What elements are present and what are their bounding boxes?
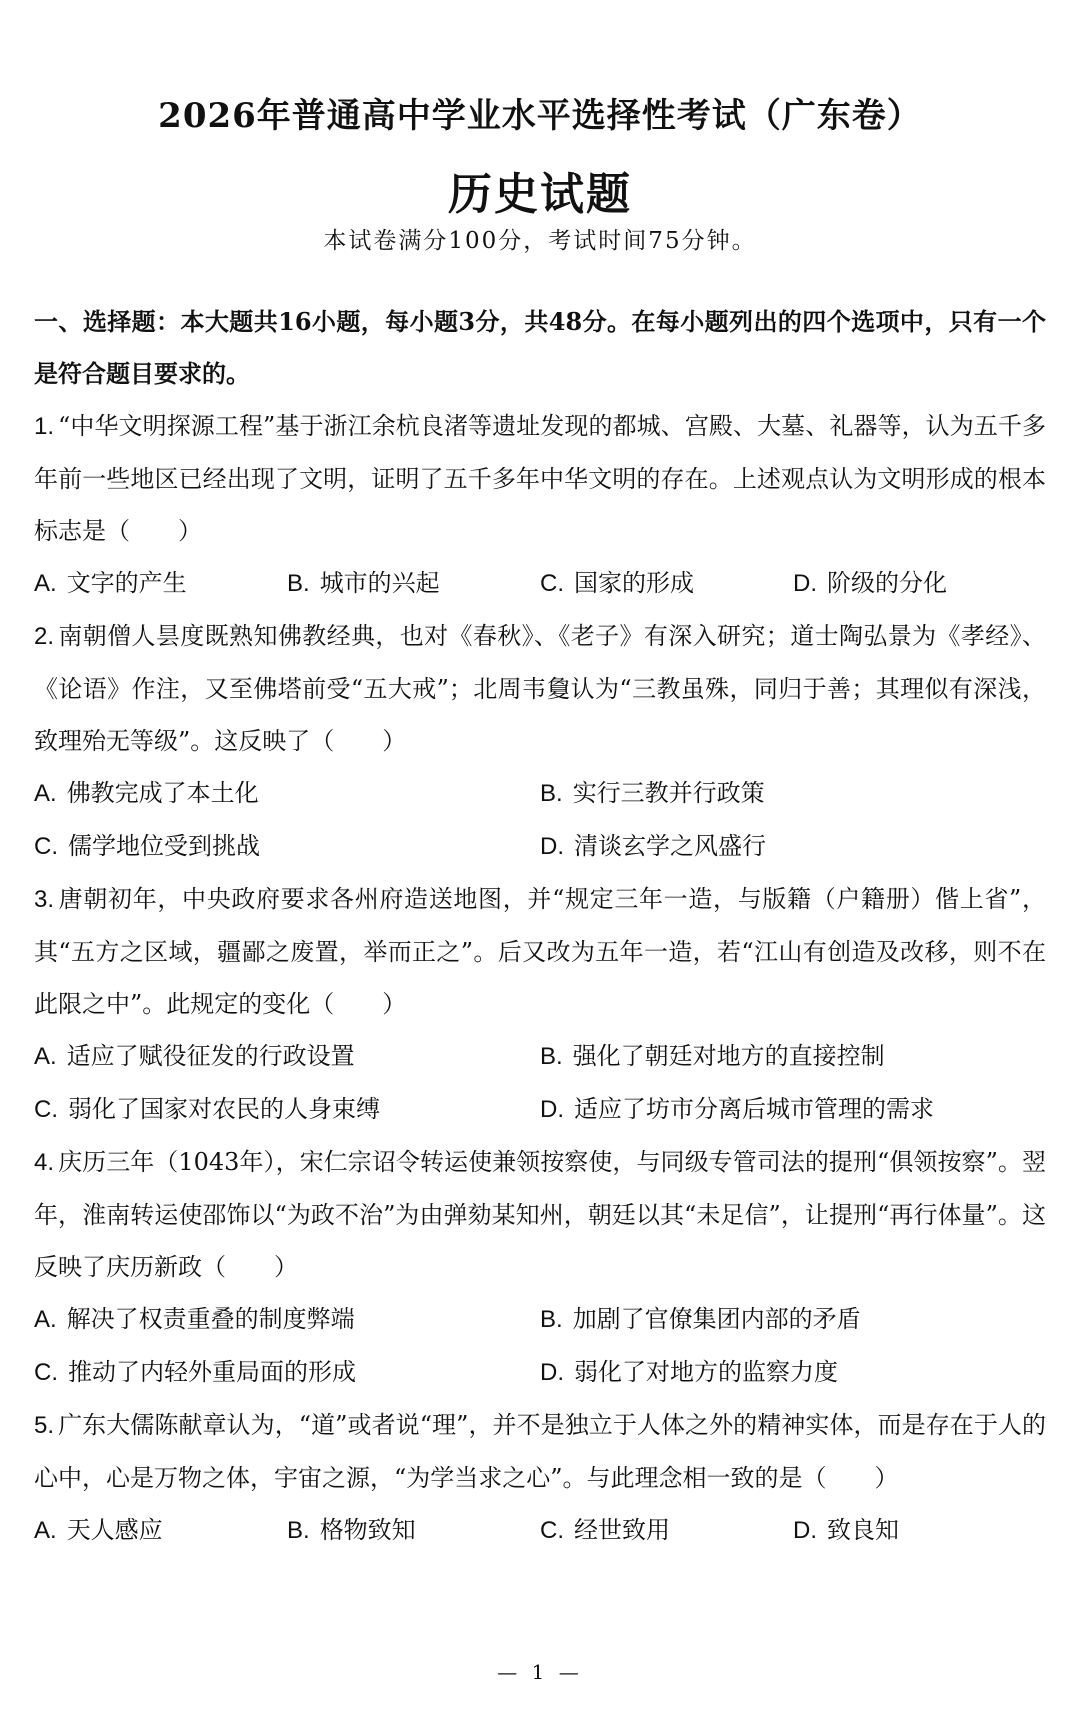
option-d[interactable] <box>540 820 1046 873</box>
option-text: 国家的形成 <box>574 569 694 597</box>
option-c[interactable] <box>34 1346 540 1399</box>
options-grid <box>34 767 1046 873</box>
option-c[interactable] <box>540 1504 793 1557</box>
option-b[interactable] <box>540 1293 1046 1346</box>
question-stem <box>34 400 1046 557</box>
option-text: 实行三教并行政策 <box>572 779 765 807</box>
question-number: 1. <box>34 413 55 440</box>
option-b[interactable] <box>540 767 1046 820</box>
option-c[interactable] <box>540 557 793 610</box>
question-5 <box>34 1399 1046 1557</box>
option-text: 城市的兴起 <box>319 569 440 597</box>
question-number: 5. <box>34 1412 55 1439</box>
option-text: 强化了朝廷对地方的直接控制 <box>572 1042 885 1070</box>
option-a[interactable] <box>34 767 540 820</box>
option-letter: C. <box>34 1096 58 1123</box>
question-text: 南朝僧人昙度既熟知佛教经典，也对《春秋》、《老子》有深入研究；道士陶弘景为《孝经》、《论语》作注，又至佛塔前受“五大戒”；北周韦敻认为“三教虽殊，同归于善；其理似有深浅，致理殆无等级”。这反映了（ ） <box>34 622 1046 755</box>
option-letter: C. <box>540 570 564 597</box>
question-number: 4. <box>34 1149 55 1176</box>
option-a[interactable] <box>34 1504 287 1557</box>
option-letter: D. <box>540 833 564 860</box>
section-header: 一、选择题：本大题共16小题，每小题3分，共48分。在每小题列出的四个选项中，只有一个是符合题目要求的。 <box>34 307 1046 388</box>
option-text: 弱化了国家对农民的人身束缚 <box>68 1095 380 1123</box>
option-letter: D. <box>540 1096 564 1123</box>
option-a[interactable] <box>34 557 287 610</box>
option-letter: C. <box>34 833 58 860</box>
subject-title: 历史试题 <box>448 169 632 220</box>
option-letter: C. <box>34 1359 58 1386</box>
option-d[interactable] <box>540 1083 1046 1136</box>
exam-content <box>34 296 1046 1557</box>
option-b[interactable] <box>540 1030 1046 1083</box>
option-letter: D. <box>793 570 817 597</box>
option-text: 适应了坊市分离后城市管理的需求 <box>574 1095 934 1123</box>
options-grid <box>34 1030 1046 1136</box>
question-stem <box>34 873 1046 1030</box>
option-letter: B. <box>540 1306 563 1333</box>
question-text: “中华文明探源工程”基于浙江余杭良渚等遗址发现的都城、宫殿、大墓、礼器等，认为五千多年前一些地区已经出现了文明，证明了五千多年中华文明的存在。上述观点认为文明形成的根本标志是（ ） <box>34 412 1046 545</box>
option-c[interactable] <box>34 820 540 873</box>
options-grid <box>34 1293 1046 1399</box>
option-d[interactable] <box>540 1346 1046 1399</box>
option-letter: A. <box>34 780 57 807</box>
option-letter: A. <box>34 570 57 597</box>
option-text: 格物致知 <box>319 1516 416 1544</box>
question-stem <box>34 1399 1046 1504</box>
question-4 <box>34 1136 1046 1399</box>
option-d[interactable] <box>793 557 1046 610</box>
exam-title: 2026年普通高中学业水平选择性考试（广东卷） <box>158 96 922 136</box>
question-stem <box>34 610 1046 767</box>
question-stem <box>34 1136 1046 1293</box>
exam-info: 本试卷满分100分，考试时间75分钟。 <box>323 228 757 254</box>
option-text: 加剧了官僚集团内部的矛盾 <box>572 1305 861 1333</box>
option-c[interactable] <box>34 1083 540 1136</box>
option-b[interactable] <box>287 557 540 610</box>
option-text: 推动了内轻外重局面的形成 <box>68 1358 356 1386</box>
option-letter: A. <box>34 1306 57 1333</box>
option-letter: A. <box>34 1043 57 1070</box>
option-a[interactable] <box>34 1030 540 1083</box>
option-letter: D. <box>793 1517 817 1544</box>
option-text: 适应了赋役征发的行政设置 <box>66 1042 355 1070</box>
option-d[interactable] <box>793 1504 1046 1557</box>
option-letter: C. <box>540 1517 564 1544</box>
option-a[interactable] <box>34 1293 540 1346</box>
option-text: 经世致用 <box>574 1516 670 1544</box>
question-1 <box>34 400 1046 610</box>
question-text: 庆历三年（1043年），宋仁宗诏令转运使兼领按察使，与同级专管司法的提刑“俱领按察”。翌年，淮南转运使邵饰以“为政不治”为由弹劾某知州，朝廷以其“未足信”，让提刑“再行体量”。这反映了庆历新政（ ） <box>34 1148 1046 1281</box>
page-number: — 1 — <box>497 1660 583 1684</box>
question-text: 广东大儒陈献章认为，“道”或者说“理”，并不是独立于人体之外的精神实体，而是存在于人的心中，心是万物之体，宇宙之源，“为学当求之心”。与此理念相一致的是（ ） <box>34 1411 1046 1492</box>
question-2 <box>34 610 1046 873</box>
question-3 <box>34 873 1046 1136</box>
question-number: 3. <box>34 886 55 913</box>
option-text: 天人感应 <box>66 1516 163 1544</box>
option-text: 阶级的分化 <box>827 569 947 597</box>
option-text: 文字的产生 <box>66 569 187 597</box>
option-text: 解决了权责重叠的制度弊端 <box>66 1305 355 1333</box>
option-letter: B. <box>540 1043 563 1070</box>
option-letter: B. <box>287 570 310 597</box>
option-text: 弱化了对地方的监察力度 <box>574 1358 838 1386</box>
option-text: 佛教完成了本土化 <box>66 779 259 807</box>
option-letter: B. <box>287 1517 310 1544</box>
options-row <box>34 557 1046 610</box>
option-b[interactable] <box>287 1504 540 1557</box>
option-letter: A. <box>34 1517 57 1544</box>
option-letter: D. <box>540 1359 564 1386</box>
option-text: 致良知 <box>827 1516 899 1544</box>
option-text: 清谈玄学之风盛行 <box>574 832 766 860</box>
option-letter: B. <box>540 780 563 807</box>
option-text: 儒学地位受到挑战 <box>68 832 260 860</box>
question-text: 唐朝初年，中央政府要求各州府造送地图，并“规定三年一造，与版籍（户籍册）偕上省”，其“五方之区域，疆鄙之废置，举而正之”。后又改为五年一造，若“江山有创造及改移，则不在此限之中”。此规定的变化（ ） <box>34 885 1046 1018</box>
options-row <box>34 1504 1046 1557</box>
question-number: 2. <box>34 623 55 650</box>
